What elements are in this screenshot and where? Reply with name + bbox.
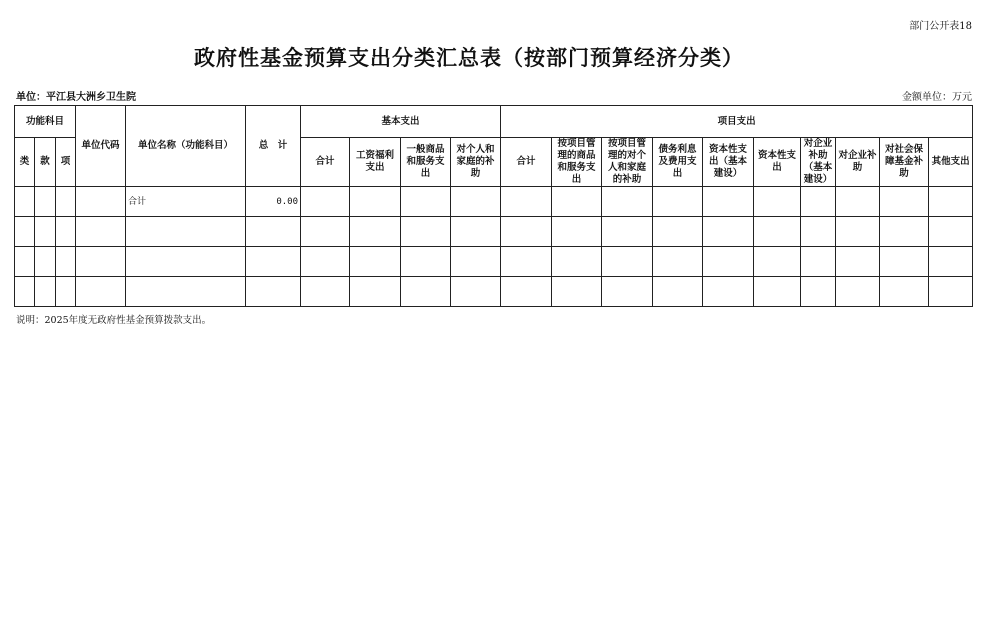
header-project-capital-construction: 资本性支出（基本建设） bbox=[703, 138, 754, 187]
header-xiang: 项 bbox=[56, 138, 76, 187]
header-project-subtotal: 合计 bbox=[501, 138, 552, 187]
header-project-other: 其他支出 bbox=[929, 138, 973, 187]
header-basic-expenditure: 基本支出 bbox=[301, 106, 501, 138]
table-row bbox=[15, 187, 973, 217]
form-number: 部门公开表18 bbox=[909, 21, 972, 32]
row-name bbox=[126, 217, 246, 247]
row-name: 合计 bbox=[126, 187, 246, 217]
page-title: 政府性基金预算支出分类汇总表（按部门预算经济分类） bbox=[194, 45, 744, 70]
header-basic-household-subsidy: 对个人和家庭的补助 bbox=[451, 138, 501, 187]
amount-unit-label: 金额单位：万元 bbox=[902, 92, 972, 103]
header-basic-salary: 工资福利支出 bbox=[350, 138, 401, 187]
table-row bbox=[15, 217, 973, 247]
header-project-capital: 资本性支出 bbox=[754, 138, 801, 187]
unit-label: 单位：平江县大洲乡卫生院 bbox=[16, 92, 136, 103]
header-project-debt-interest: 债务利息及费用支出 bbox=[653, 138, 703, 187]
header-project-enterprise-subsidy-construction: 对企业补助（基本建设） bbox=[801, 138, 836, 187]
row-name bbox=[126, 247, 246, 277]
header-total: 总 计 bbox=[246, 106, 301, 187]
header-func-subject: 功能科目 bbox=[15, 106, 76, 138]
row-total bbox=[246, 277, 301, 307]
row-name bbox=[126, 277, 246, 307]
header-basic-subtotal: 合计 bbox=[301, 138, 350, 187]
table-row bbox=[15, 247, 973, 277]
header-project-household-subsidy: 按项目管理的对个人和家庭的补助 bbox=[602, 138, 653, 187]
header-basic-goods-services: 一般商品和服务支出 bbox=[401, 138, 451, 187]
row-total bbox=[246, 217, 301, 247]
header-project-social-security-subsidy: 对社会保障基金补助 bbox=[880, 138, 929, 187]
row-total bbox=[246, 247, 301, 277]
header-unit-code: 单位代码 bbox=[76, 106, 126, 187]
row-total: 0.00 bbox=[246, 187, 301, 217]
header-unit-name: 单位名称（功能科目） bbox=[126, 106, 246, 187]
header-project-expenditure: 项目支出 bbox=[501, 106, 973, 138]
header-lei: 类 bbox=[15, 138, 35, 187]
footnote: 说明：2025年度无政府性基金预算拨款支出。 bbox=[16, 315, 212, 326]
header-project-goods-services: 按项目管理的商品和服务支出 bbox=[552, 138, 602, 187]
header-kuan: 款 bbox=[35, 138, 56, 187]
budget-table bbox=[14, 105, 973, 307]
header-project-enterprise-subsidy: 对企业补助 bbox=[836, 138, 880, 187]
table-row bbox=[15, 277, 973, 307]
